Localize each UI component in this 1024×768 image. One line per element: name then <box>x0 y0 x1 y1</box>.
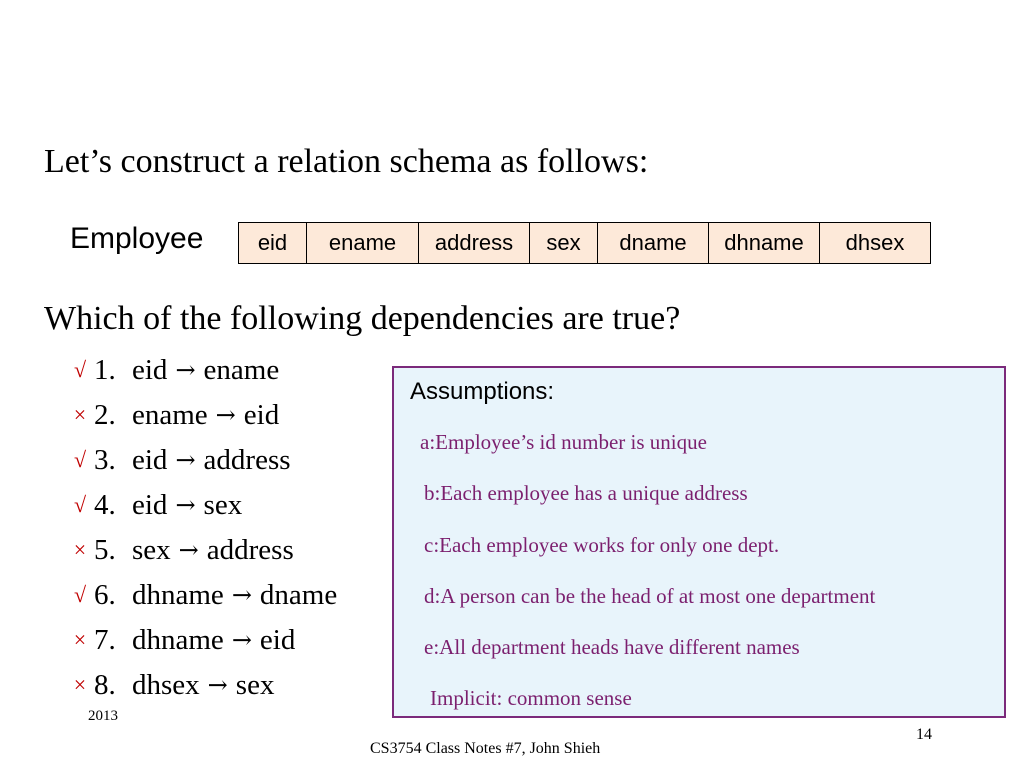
arrow-icon: → <box>178 536 199 564</box>
page-number: 14 <box>916 726 932 743</box>
assumptions-box <box>392 366 1006 718</box>
schema-column-eid: eid <box>239 223 307 263</box>
dependency-item <box>66 442 291 478</box>
dependency-number: 8. <box>94 668 116 701</box>
assumption-item-b: b:Each employee has a unique address <box>424 481 748 505</box>
dependency-rhs: eid <box>243 398 280 431</box>
dependency-number: 7. <box>94 623 116 656</box>
assumption-item-implicit: Implicit: common sense <box>430 686 632 710</box>
check-icon: √ <box>73 357 87 382</box>
schema-column-sex: sex <box>530 223 598 263</box>
cross-icon: × <box>73 672 87 697</box>
schema-column-dhname: dhname <box>709 223 820 263</box>
dependency-item <box>66 352 279 388</box>
footer-year: 2013 <box>88 708 118 724</box>
dependency-item <box>66 667 274 703</box>
dependency-lhs: eid <box>132 488 168 521</box>
dependency-rhs: ename <box>203 353 280 386</box>
dependency-lhs: eid <box>132 443 168 476</box>
dependency-rhs: address <box>203 443 291 476</box>
dependency-item <box>66 622 295 658</box>
dependency-item <box>66 397 279 433</box>
slide-title: Let’s construct a relation schema as follows: <box>44 143 649 180</box>
dependency-rhs: eid <box>259 623 296 656</box>
arrow-icon: → <box>175 446 196 474</box>
assumption-item-d: d:A person can be the head of at most one department <box>424 584 876 608</box>
check-icon: √ <box>73 492 87 517</box>
assumption-item-e: e:All department heads have different names <box>424 635 800 659</box>
dependency-item <box>66 487 242 523</box>
assumption-item-c: c:Each employee works for only one dept. <box>424 533 780 557</box>
footer-credit: CS3754 Class Notes #7, John Shieh <box>370 740 601 757</box>
dependency-rhs: address <box>206 533 294 566</box>
dependency-item <box>66 532 294 568</box>
arrow-icon: → <box>231 581 252 609</box>
schema-label: Employee <box>70 222 204 255</box>
schema-column-dname: dname <box>598 223 709 263</box>
dependency-number: 6. <box>94 578 116 611</box>
dependency-lhs: ename <box>132 398 208 431</box>
dependency-lhs: eid <box>132 353 168 386</box>
dependency-lhs: dhname <box>132 623 224 656</box>
question: Which of the following dependencies are true? <box>44 300 681 337</box>
schema-column-dhsex: dhsex <box>845 230 905 255</box>
dependency-number: 4. <box>94 488 116 521</box>
check-icon: √ <box>73 447 87 472</box>
dependency-lhs: sex <box>132 533 171 566</box>
arrow-icon: → <box>215 401 236 429</box>
schema-table <box>238 222 931 264</box>
assumption-item-a: a:Employee’s id number is unique <box>420 430 707 454</box>
dependency-item <box>66 577 337 613</box>
cross-icon: × <box>73 627 87 652</box>
dependency-rhs: sex <box>203 488 243 521</box>
dependency-number: 5. <box>94 533 116 566</box>
dependency-number: 2. <box>94 398 116 431</box>
schema-column-address: address <box>419 223 530 263</box>
arrow-icon: → <box>231 626 252 654</box>
check-icon: √ <box>73 582 87 607</box>
arrow-icon: → <box>207 671 228 699</box>
dependency-rhs: sex <box>235 668 275 701</box>
dependency-number: 1. <box>94 353 116 386</box>
cross-icon: × <box>73 402 87 427</box>
assumptions-title: Assumptions: <box>410 378 555 405</box>
dependency-number: 3. <box>94 443 116 476</box>
cross-icon: × <box>73 537 87 562</box>
arrow-icon: → <box>175 356 196 384</box>
dependency-lhs: dhsex <box>132 668 200 701</box>
schema-column-ename: ename <box>307 223 419 263</box>
dependency-rhs: dname <box>259 578 338 611</box>
dependency-lhs: dhname <box>132 578 224 611</box>
arrow-icon: → <box>175 491 196 519</box>
